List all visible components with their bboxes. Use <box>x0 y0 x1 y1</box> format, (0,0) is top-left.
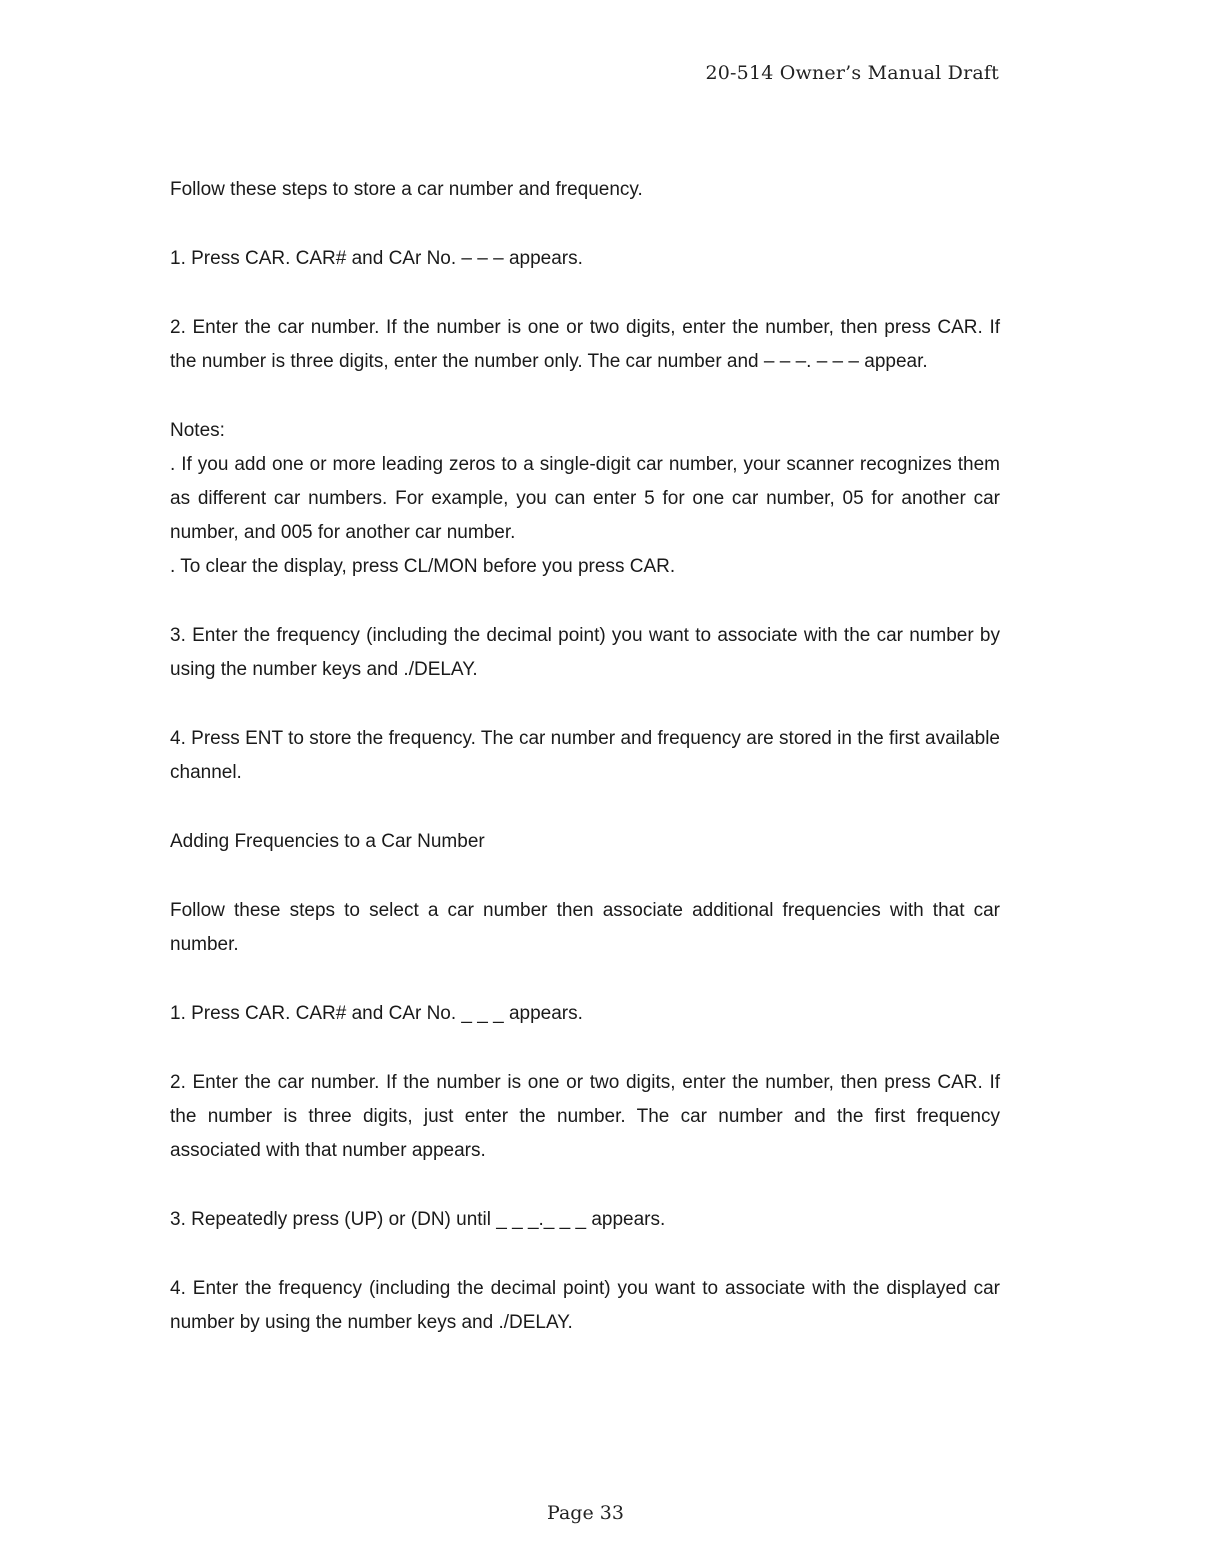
intro-paragraph: Follow these steps to store a car number and frequency. <box>170 179 643 200</box>
section-heading: Adding Frequencies to a Car Number <box>170 831 485 852</box>
add-step-4: 4. Enter the frequency (including the decimal point) you want to associate with the displayed car number by using the number keys and ./DELAY. <box>170 1278 1000 1333</box>
store-step-1: 1. Press CAR. CAR# and CAr No. – – – appears. <box>170 248 583 269</box>
page-header: 20-514 Owner’s Manual Draft <box>705 62 999 84</box>
store-step-4: 4. Press ENT to store the frequency. The car number and frequency are stored in the first available channel. <box>170 728 1000 783</box>
notes-label: Notes: <box>170 420 225 441</box>
note-item-2: . To clear the display, press CL/MON before you press CAR. <box>170 556 676 577</box>
note-item-1: . If you add one or more leading zeros to a single-digit car number, your scanner recognizes them as different car numbers. For example, you can enter 5 for one car number, 05 for another car number, and 005 for another car number. <box>170 454 1000 543</box>
add-step-1: 1. Press CAR. CAR# and CAr No. _ _ _ appears. <box>170 1003 583 1024</box>
document-body <box>170 173 1000 1340</box>
add-step-3: 3. Repeatedly press (UP) or (DN) until _ _ _._ _ _ appears. <box>170 1209 666 1230</box>
section-intro: Follow these steps to select a car number then associate additional frequencies with that car number. <box>170 900 1000 955</box>
add-step-2: 2. Enter the car number. If the number is one or two digits, enter the number, then press CAR. If the number is three digits, just enter the number. The car number and the first frequency associated with that number appears. <box>170 1072 1000 1161</box>
page-number: Page 33 <box>547 1502 624 1524</box>
store-step-3: 3. Enter the frequency (including the decimal point) you want to associate with the car number by using the number keys and ./DELAY. <box>170 625 1000 680</box>
store-step-2: 2. Enter the car number. If the number is one or two digits, enter the number, then press CAR. If the number is three digits, enter the number only. The car number and – – –. – – – appear. <box>170 317 1000 372</box>
